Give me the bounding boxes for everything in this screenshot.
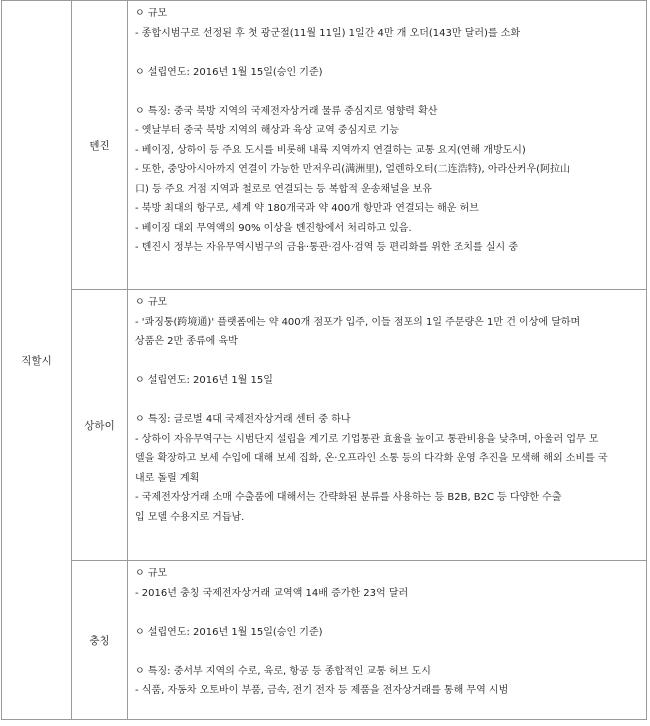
text-line: - 국제전자상거래 소매 수출품에 대해서는 간략화된 분류를 사용하는 등 B2B, B2C 등 다양한 수출 xyxy=(135,492,562,503)
text-line: - 또한, 중앙아시아까지 연결이 가능한 만저우리(满洲里), 얼렌하오터(二连浩特), 아라산커우(阿拉山 xyxy=(135,164,571,175)
city-cell-tianjin: 톈진 xyxy=(72,1,128,290)
text-line: - 상하이 자유무역구는 시범단지 설립을 계기로 기업통관 효율을 높이고 통관비용을 낮추며, 아울러 업무 모 xyxy=(135,433,599,445)
text-line: ㅇ 규모 xyxy=(135,8,168,19)
text-line: - 식품, 자동차 오토바이 부품, 금속, 전기 전자 등 제품을 전자상거래를 통해 무역 시범 xyxy=(135,685,509,696)
text-line: - 베이징, 상하이 등 주요 도시를 비롯해 내륙 지역까지 연결하는 교통 요지(연해 개방도시) xyxy=(135,144,526,156)
text-line: ㅇ 특징: 중국 북방 지역의 국제전자상거래 물류 중심지로 영향력 확산 xyxy=(135,105,438,117)
text-line: - 옛날부터 중국 북방 지역의 해상과 육상 교역 중심지로 기능 xyxy=(135,125,400,136)
category-cell: 직할시 xyxy=(2,1,72,720)
text-line: 델을 확장하고 보세 수입에 대해 보세 집화, 온·오프라인 소통 등의 다각화 운영 추진을 모색해 해외 소비를 국 xyxy=(135,453,608,464)
text-line: - 종합시범구로 선정된 후 첫 광군절(11월 11일) 1일간 4만 개 오더(143만 달러)를 소화 xyxy=(135,27,521,39)
text-line: - '콰징퉁(跨境通)' 플랫폼에는 약 400개 점포가 입주, 이들 점포의 1일 주문량은 1만 건 이상에 달하며 xyxy=(135,316,581,328)
text-line: ㅇ 특징: 중서부 지역의 수로, 육로, 항공 등 종합적인 교통 허브 도시 xyxy=(135,665,431,677)
city-cell-shanghai: 상하이 xyxy=(72,290,128,561)
content-cell-tianjin xyxy=(128,1,647,290)
text-line: ㅇ 설립연도: 2016년 1월 15일(승인 기준) xyxy=(135,66,323,78)
text-line: 口) 등 주요 거점 지역과 철로로 연결되는 등 복합적 운송채널을 보유 xyxy=(135,183,432,195)
text-line: 내로 돌릴 계획 xyxy=(135,472,200,484)
text-line: ㅇ 규모 xyxy=(135,568,168,579)
text-line: ㅇ 규모 xyxy=(135,297,168,308)
text-line: 상품은 2만 종류에 육박 xyxy=(135,336,238,347)
content-cell-chongqing xyxy=(128,561,647,720)
text-line: - 2016년 충칭 국제전자상거래 교역액 14배 증가한 23억 달러 xyxy=(135,587,409,599)
content-cell-shanghai xyxy=(128,290,647,561)
text-line: 입 모델 수용지로 거듭남. xyxy=(135,511,245,523)
text-line: ㅇ 설립연도: 2016년 1월 15일(승인 기준) xyxy=(135,626,323,638)
pilot-zone-table xyxy=(1,0,647,720)
city-cell-chongqing: 충칭 xyxy=(72,561,128,720)
text-line: - 베이징 대외 무역액의 90% 이상을 톈진항에서 처리하고 있음. xyxy=(135,222,412,234)
text-line: ㅇ 특징: 글로벌 4대 국제전자상거래 센터 중 하나 xyxy=(135,414,351,425)
text-line: - 북방 최대의 항구로, 세계 약 180개국과 약 400개 항만과 연결되는 해운 허브 xyxy=(135,203,479,214)
text-line: ㅇ 설립연도: 2016년 1월 15일 xyxy=(135,375,273,386)
text-line: - 톈진시 정부는 자유무역시범구의 금융·통관·검사·검역 등 편리화를 위한 조치를 실시 중 xyxy=(135,242,519,253)
